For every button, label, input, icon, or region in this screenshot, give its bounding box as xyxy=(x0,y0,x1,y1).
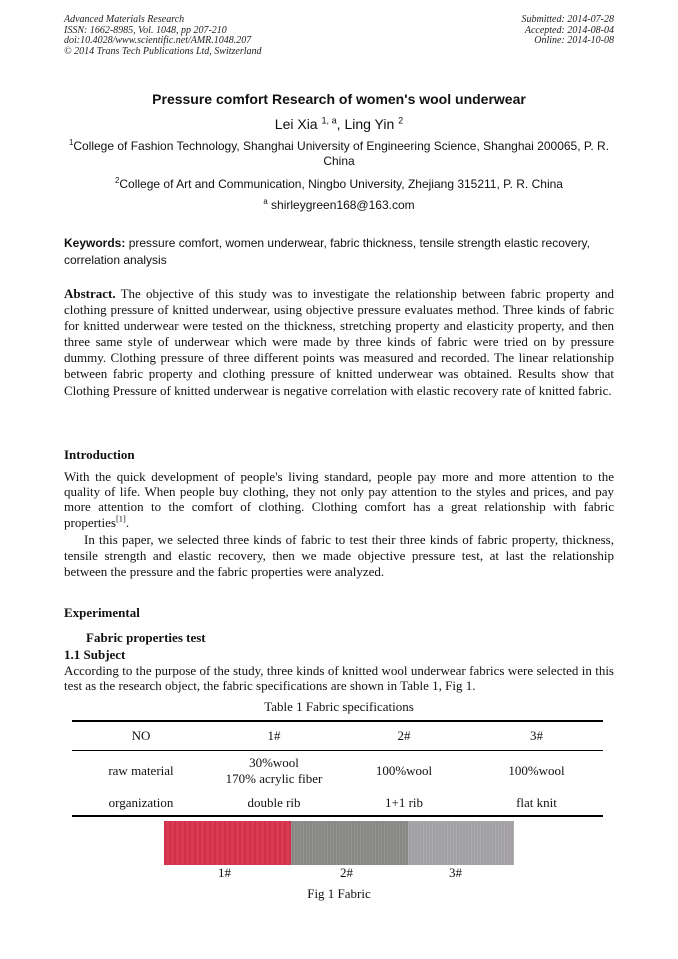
table-cell: organization xyxy=(72,791,210,816)
fabric-label-3: 3# xyxy=(449,865,462,880)
table-caption: Table 1 Fabric specifications xyxy=(264,699,414,714)
issn-line: ISSN: 1662-8985, Vol. 1048, pp 207-210 xyxy=(64,24,227,36)
online-date: Online: 2014-10-08 xyxy=(534,35,614,46)
fabric-sample-1-image xyxy=(164,821,291,865)
email-sup: a xyxy=(263,197,268,206)
introduction-p1-end: . xyxy=(125,514,130,530)
table-cell: 1+1 rib xyxy=(338,791,470,816)
table-cell: flat knit xyxy=(470,791,603,816)
accepted-date: Accepted: 2014-08-04 xyxy=(524,24,614,36)
table-cell: raw material xyxy=(108,763,174,778)
fabric-sample-2-image xyxy=(291,821,408,865)
introduction-paragraph-2: In this paper, we selected three kinds of fabric to test their three kinds of fabric property, thickness, tensile strength and elastic recovery, then we made objective pressure test, at last the relationship between the pressure and the fabric properties were analyzed. xyxy=(64,532,614,580)
affiliation-2-text: College of Art and Communication, Ningbo University, Zhejiang 315211, P. R. China xyxy=(119,177,563,191)
affiliation-2-sup: 2 xyxy=(115,176,120,185)
table-header-row xyxy=(72,721,603,751)
journal-header xyxy=(64,15,262,57)
table-cell: double rib xyxy=(210,791,338,816)
author-separator: , xyxy=(336,116,345,132)
submitted-date: Submitted: 2014-07-28 xyxy=(521,14,614,25)
journal-name: Advanced Materials Research xyxy=(64,14,185,25)
abstract-label: Abstract. xyxy=(64,286,116,301)
paper-title: Pressure comfort Research of women's wool underwear xyxy=(152,91,526,107)
copyright-line: © 2014 Trans Tech Publications Ltd, Switzerland xyxy=(64,45,262,57)
fabric-label-2: 2# xyxy=(340,865,353,880)
citation-ref: [1] xyxy=(115,513,126,524)
figure-caption: Fig 1 Fabric xyxy=(307,886,371,901)
subject-heading: 1.1 Subject xyxy=(64,647,126,662)
table-row xyxy=(72,751,603,792)
introduction-paragraph-1 xyxy=(64,469,614,530)
introduction-heading: Introduction xyxy=(64,447,135,462)
table-cell: 100%wool xyxy=(508,763,565,778)
cell-line: 170% acrylic fiber xyxy=(225,771,323,786)
table-row xyxy=(72,791,603,816)
fabric-spec-table xyxy=(72,720,603,817)
table-cell xyxy=(210,751,338,792)
keywords-label: Keywords: xyxy=(64,236,126,250)
affiliation-1-sup: 1 xyxy=(68,138,74,147)
introduction-p1-text: With the quick development of people's living standard, people pay more and more attention to the quality of life. When people buy clothing, they not only pay attention to the styles and prices, and pay more attention to the comfort of clothing. Clothing comfort has a great relationship with fabric properties xyxy=(64,469,614,530)
table-header-cell: 3# xyxy=(470,721,603,751)
subject-paragraph: According to the purpose of the study, three kinds of knitted wool underwear fabrics were selected in this test as the research object, the fabric specifications are shown in Table 1, Fig 1. xyxy=(64,663,614,693)
email-text: shirleygreen168@163.com xyxy=(267,198,415,212)
author-1-sup: 1, a xyxy=(321,115,337,126)
table-cell: 100%wool xyxy=(375,763,433,778)
fabric-sample-3-image xyxy=(408,821,514,865)
keywords-text: pressure comfort, women underwear, fabric thickness, tensile strength elastic recovery, correlation analysis xyxy=(64,236,591,267)
email xyxy=(64,198,614,212)
author-2-sup: 2 xyxy=(398,115,404,126)
experimental-heading: Experimental xyxy=(64,605,140,620)
table-header-cell: 1# xyxy=(210,721,338,751)
dates-header xyxy=(522,15,615,47)
affiliation-1 xyxy=(64,139,614,169)
cell-line: 30%wool xyxy=(249,755,299,770)
abstract xyxy=(64,286,614,399)
affiliation-2 xyxy=(64,177,614,191)
subsection-heading: Fabric properties test xyxy=(86,630,206,645)
author-1: Lei Xia xyxy=(274,116,322,132)
author-2: Ling Yin xyxy=(344,116,399,132)
fabric-label-1: 1# xyxy=(218,865,231,880)
abstract-text: The objective of this study was to investigate the relationship between fabric property and clothing pressure of knitted underwear, using objective pressure evaluates method. Three kinds of fabric for knitted underwear were tested on the thickness, stretching property and elasticity property, and then three same style of underwear which were made by three kinds of fabric were tried on by pressure dummy. Clothing pressure of three different points was measured and recorded. The linear relationship between fabric property and clothing pressure of knitted underwear was obtained. Results show that Clothing Pressure of knitted underwear is negative correlation with elastic recovery rate of knitted fabric. xyxy=(64,286,614,398)
table-header-cell: 2# xyxy=(338,721,470,751)
table-header-cell: NO xyxy=(72,721,210,751)
keywords xyxy=(64,235,614,269)
doi-line: doi:10.4028/www.scientific.net/AMR.1048.207 xyxy=(64,35,252,46)
affiliation-1-text: College of Fashion Technology, Shanghai University of Engineering Science, Shanghai 200065, P. R. China xyxy=(73,139,610,168)
authors xyxy=(64,116,614,132)
